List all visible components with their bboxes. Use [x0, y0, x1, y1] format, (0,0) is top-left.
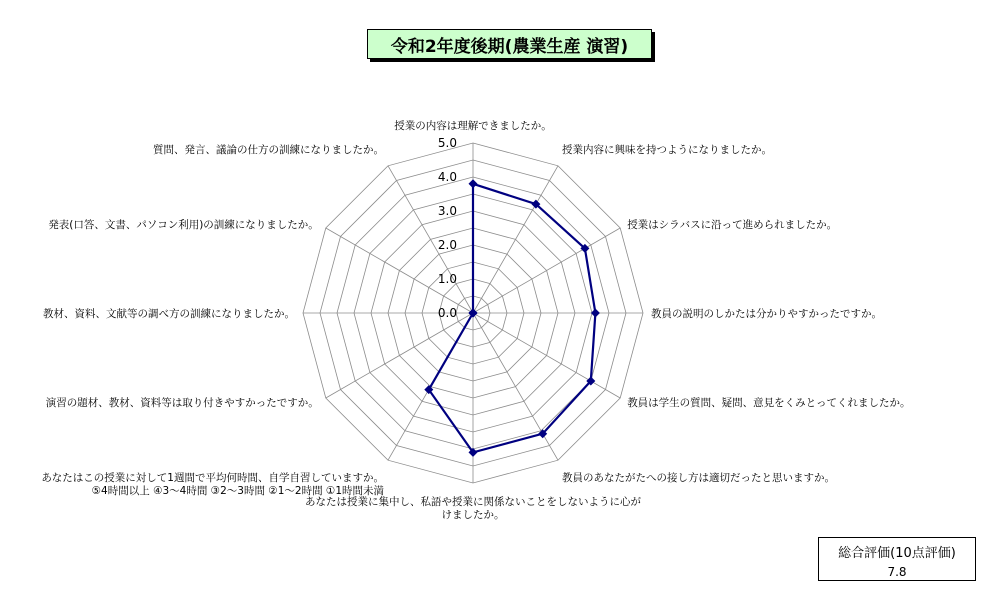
- overall-score-title: 総合評価(10点評価): [838, 546, 956, 561]
- spoke-label: あなたは授業に集中し、私語や授業に関係ないことをしないように心がけましたか。: [305, 496, 641, 521]
- spoke-label: 教員のあなたがたへの接し方は適切だったと思いますか。: [562, 472, 835, 485]
- radial-tick-label: 0.0: [437, 306, 457, 320]
- grid-spoke: [388, 166, 473, 313]
- series-point: [591, 309, 600, 318]
- grid-spoke: [473, 313, 620, 398]
- spoke-label: 教員の説明のしかたは分かりやすかったですか。: [651, 308, 882, 320]
- radial-tick-label: 5.0: [437, 136, 457, 150]
- radial-tick-label: 4.0: [437, 170, 457, 184]
- overall-score-value: 7.8: [887, 565, 907, 579]
- series-point: [469, 179, 478, 188]
- chart-title: 令和2年度後期(農業生産 演習): [367, 29, 652, 59]
- grid-spoke: [473, 228, 620, 313]
- spoke-label: 教員は学生の質問、疑問、意見をくみとってくれましたか。: [627, 397, 911, 409]
- radial-tick-label: 2.0: [437, 238, 457, 252]
- grid-spoke: [326, 313, 473, 398]
- grid-spoke: [473, 313, 558, 460]
- spoke-label: 授業はシラバスに沿って進められましたか。: [627, 219, 838, 231]
- series-point: [469, 309, 478, 318]
- overall-score-box: [818, 537, 976, 581]
- radial-tick-label: 3.0: [437, 204, 457, 218]
- spoke-label: あなたはこの授業に対して1週間で平均何時間、自学自習していますか。 ⑤4時間以上 ④3～4時間 ③2～3時間 ②1～2時間 ①1時間未満: [41, 472, 384, 498]
- spoke-label: 質問、発言、議論の仕方の訓練になりましたか。: [153, 143, 384, 156]
- radar-spoke-labels: [41, 119, 910, 521]
- spoke-label: 演習の題材、教材、資料等は取り付きやすかったですか。: [45, 397, 319, 409]
- spoke-label: 授業内容に興味を持つようになりましたか。: [562, 143, 772, 156]
- spoke-label: 授業の内容は理解できましたか。: [394, 120, 552, 132]
- radial-tick-label: 1.0: [437, 272, 457, 286]
- spoke-label: 発表(口答、文書、パソコン利用)の訓練になりましたか。: [48, 219, 319, 231]
- spoke-label: 教材、資料、文献等の調べ方の訓練になりましたか。: [43, 308, 295, 320]
